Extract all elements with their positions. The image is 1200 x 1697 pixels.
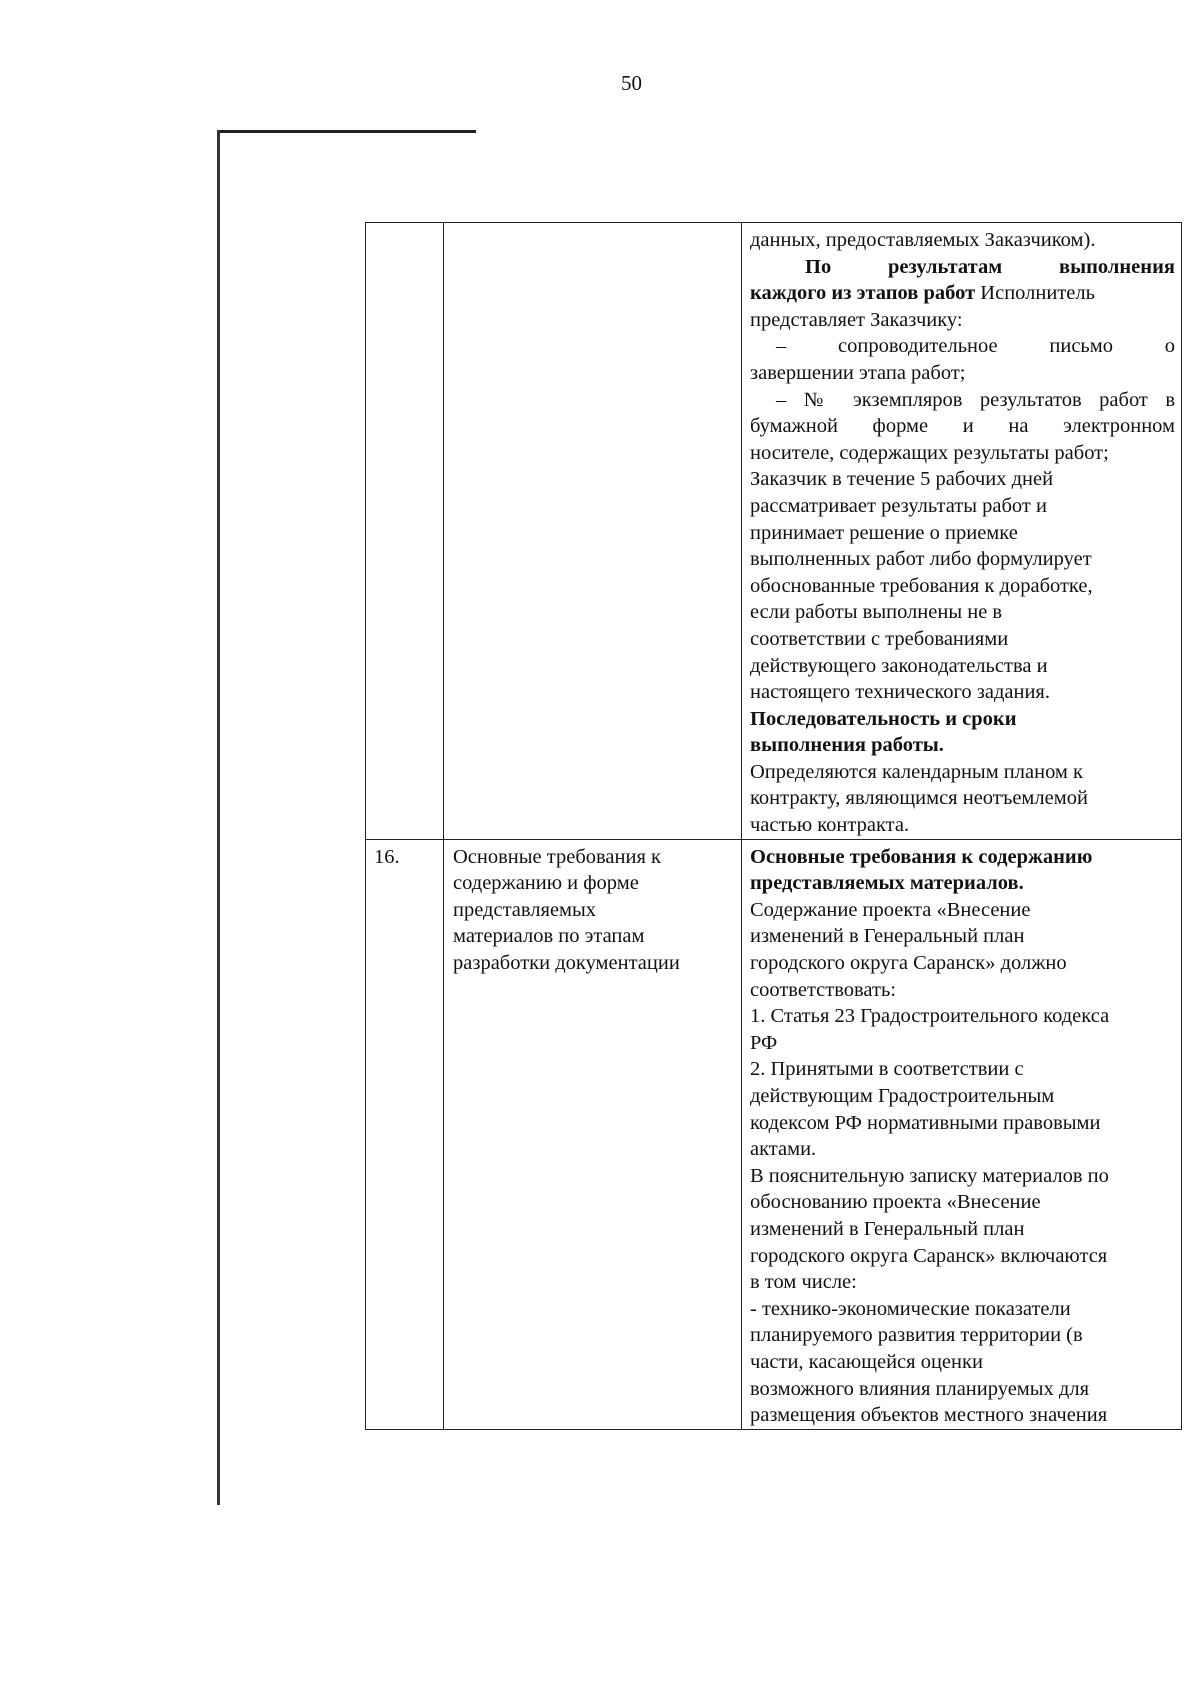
row-number-cell: 16. [366, 839, 444, 1429]
text-line: завершении этапа работ; [750, 361, 966, 384]
text-line: кодексом РФ нормативными правовыми [750, 1111, 1101, 1134]
text-line: – № экземпляров результатов работ в [776, 388, 1175, 411]
text-line: городского округа Саранск» включаются [750, 1244, 1108, 1267]
text-line: 1. Статья 23 Градостроительного кодекса [750, 1005, 1110, 1028]
text-line: изменений в Генеральный план [750, 1217, 1025, 1240]
text-line: соответствовать: [750, 978, 896, 1001]
text-line: данных, предоставляемых Заказчиком). [750, 229, 1096, 251]
text-line: - технико-экономические показатели [750, 1297, 1071, 1320]
text-line: представляет Заказчику: [750, 308, 963, 331]
text-line: Определяются календарным планом к [750, 760, 1083, 783]
row-title-cell [444, 839, 742, 1429]
requirements-table [365, 222, 1182, 1430]
scan-edge-left [217, 130, 220, 1505]
text-line: Основные требования к [453, 845, 661, 868]
text-line: возможного влияния планируемых для [750, 1377, 1090, 1400]
table-row [366, 839, 1182, 1429]
text-line: действующим Градостроительным [750, 1085, 1055, 1107]
text-line: принимает решение о приемке [750, 521, 1018, 544]
row-content-cell [742, 839, 1182, 1429]
text-line: в том числе: [750, 1271, 857, 1294]
text-line [750, 844, 1175, 871]
bold-text: выполнения работы. [750, 734, 944, 757]
text-span: Исполнитель [975, 282, 1095, 305]
text-line: городского округа Саранск» должно [750, 952, 1067, 975]
text-line: действующего законодательства и [750, 654, 1048, 677]
text-line: рассматривает результаты работ и [750, 494, 1047, 517]
text-line: содержанию и форме [453, 872, 639, 895]
text-line: изменений в Генеральный план [750, 925, 1025, 948]
text-line: носителе, содержащих результаты работ; [750, 441, 1109, 464]
text-line: соответствии с требованиями [750, 627, 1009, 650]
text-line: выполненных работ либо формулирует [750, 548, 1092, 571]
text-line: Заказчик в течение 5 рабочих дней [750, 468, 1054, 491]
text-line: 2. Принятыми в соответствии с [750, 1058, 1024, 1081]
text-line: планируемого развития территории (в [750, 1324, 1083, 1347]
text-line: обоснованию проекта «Внесение [750, 1191, 1041, 1214]
text-line: представляемых [453, 898, 597, 921]
text-line [750, 280, 1175, 307]
text-line: размещения объектов местного значения [750, 1404, 1108, 1427]
text-line [750, 732, 1175, 759]
text-line: РФ [750, 1031, 778, 1054]
text-line: материалов по этапам [453, 925, 645, 948]
text-line: бумажной форме и на электронном [750, 415, 1175, 438]
text-line: частью контракта. [750, 814, 910, 837]
text-line: Содержание проекта «Внесение [750, 898, 1031, 921]
text-line: разработки документации [453, 952, 680, 975]
table-row [366, 223, 1182, 840]
page-number: 50 [621, 71, 642, 95]
row-number-cell [366, 223, 444, 840]
text-line: В пояснительную записку материалов по [750, 1164, 1109, 1187]
text-line: контракту, являющимся неотъемлемой [750, 787, 1088, 810]
text-line [750, 706, 1175, 733]
text-line: части, касающейся оценки [750, 1350, 983, 1373]
text-line: – сопроводительное письмо о [776, 335, 1175, 358]
row-content-cell [742, 223, 1182, 840]
bold-text: По результатам выполнения [805, 255, 1175, 278]
text-line: актами. [750, 1138, 817, 1161]
bold-text: Основные требования к содержанию [750, 845, 1093, 868]
bold-text: представляемых материалов. [750, 872, 1024, 895]
text-line [750, 254, 1175, 281]
row-title-cell [444, 223, 742, 840]
text-line: настоящего технического задания. [750, 681, 1050, 704]
text-line: обоснованные требования к доработке, [750, 574, 1093, 597]
scan-edge-top [218, 130, 476, 133]
text-line [750, 870, 1175, 897]
text-line: если работы выполнены не в [750, 601, 1003, 624]
bold-text: каждого из этапов работ [750, 282, 976, 305]
bold-text: Последовательность и сроки [750, 707, 1017, 730]
